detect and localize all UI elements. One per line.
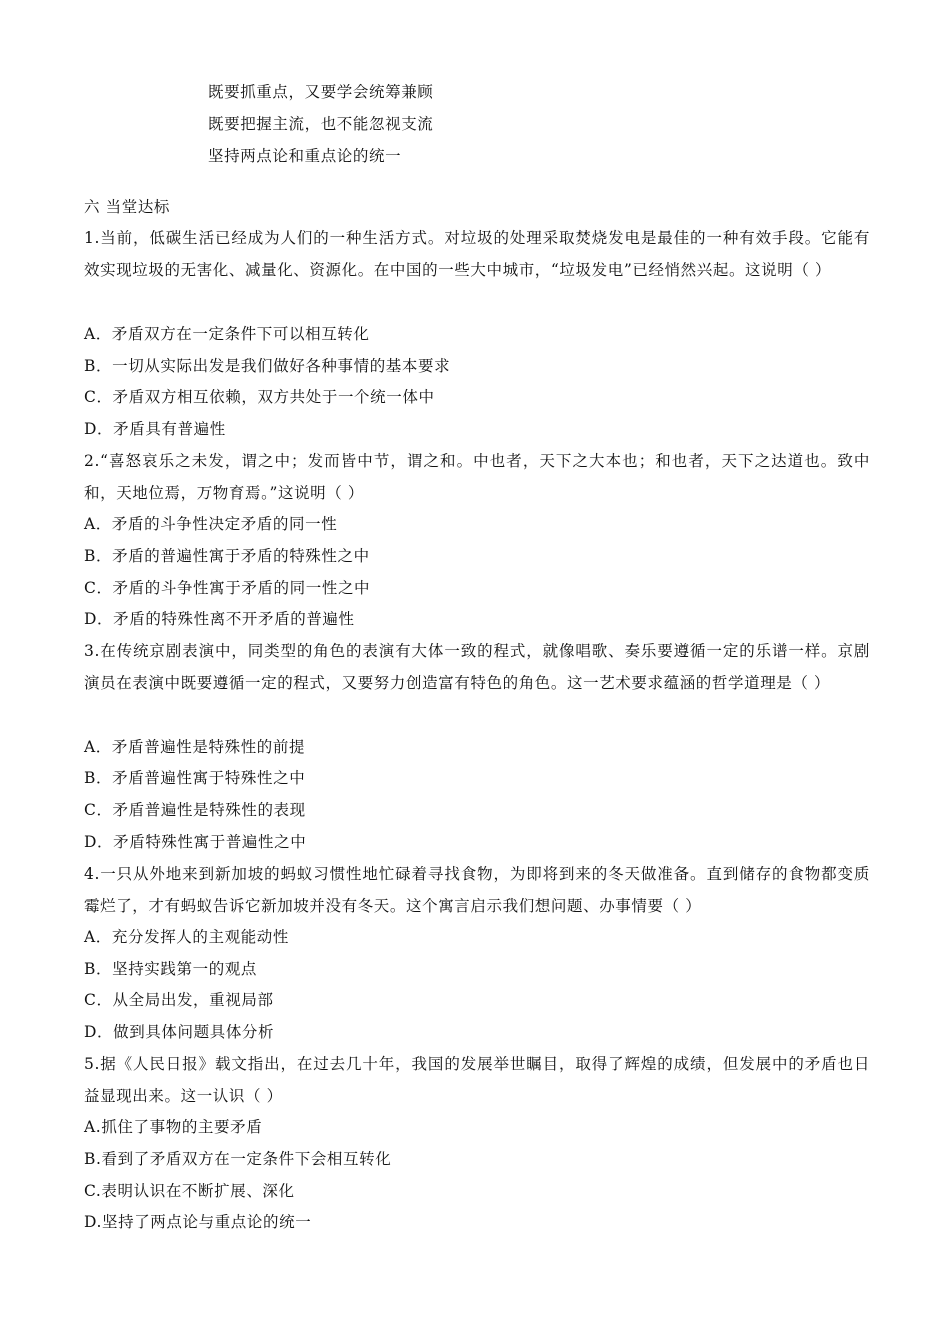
question-5-option-d: D.坚持了两点论与重点论的统一 (84, 1213, 312, 1231)
question-3-option-b: B．矛盾普遍性寓于特殊性之中 (84, 769, 306, 787)
intro-line-3: 坚持两点论和重点论的统一 (208, 147, 402, 165)
question-1-option-b: B．一切从实际出发是我们做好各种事情的基本要求 (84, 357, 451, 375)
question-4-option-a: A．充分发挥人的主观能动性 (84, 928, 289, 946)
question-3-stem: 3.在传统京剧表演中，同类型的角色的表演有大体一致的程式，就像唱歌、奏乐要遵循一定的乐谱一样。京剧演员在表演中既要遵循一定的程式，又要努力创造富有特色的角色。这一艺术要求蕴涵的哲学道理是（ ） (84, 642, 870, 692)
intro-line-2: 既要把握主流，也不能忽视支流 (208, 115, 434, 133)
question-2-option-b: B．矛盾的普遍性寓于矛盾的特殊性之中 (84, 547, 370, 565)
question-4-option-c: C．从全局出发，重视局部 (84, 991, 274, 1009)
question-2-option-d: D．矛盾的特殊性离不开矛盾的普遍性 (84, 610, 355, 628)
question-3-option-c: C．矛盾普遍性是特殊性的表现 (84, 801, 306, 819)
question-1-option-c: C．矛盾双方相互依赖，双方共处于一个统一体中 (84, 388, 435, 406)
question-4-option-b: B．坚持实践第一的观点 (84, 960, 257, 978)
section-title: 六 当堂达标 (84, 198, 171, 216)
question-3-option-a: A．矛盾普遍性是特殊性的前提 (84, 738, 306, 756)
question-3-option-d: D．矛盾特殊性寓于普遍性之中 (84, 833, 307, 851)
question-2-option-c: C．矛盾的斗争性寓于矛盾的同一性之中 (84, 579, 371, 597)
question-1-option-a: A．矛盾双方在一定条件下可以相互转化 (84, 325, 370, 343)
question-5-option-b: B.看到了矛盾双方在一定条件下会相互转化 (84, 1150, 392, 1168)
question-1-option-d: D．矛盾具有普遍性 (84, 420, 226, 438)
question-2-stem: 2.“喜怒哀乐之未发，谓之中；发而皆中节，谓之和。中也者，天下之大本也；和也者，天下之达道也。致中和，天地位焉，万物育焉。”这说明（ ） (84, 452, 870, 502)
question-5-option-c: C.表明认识在不断扩展、深化 (84, 1182, 295, 1200)
question-4-stem: 4.一只从外地来到新加坡的蚂蚁习惯性地忙碌着寻找食物，为即将到来的冬天做准备。直到储存的食物都变质霉烂了，才有蚂蚁告诉它新加坡并没有冬天。这个寓言启示我们想问题、办事情要（ ） (84, 865, 870, 915)
intro-line-1: 既要抓重点，又要学会统筹兼顾 (208, 83, 434, 101)
question-5-option-a: A.抓住了事物的主要矛盾 (84, 1118, 263, 1136)
question-1-stem: 1.当前，低碳生活已经成为人们的一种生活方式。对垃圾的处理采取焚烧发电是最佳的一种有效手段。它能有效实现垃圾的无害化、减量化、资源化。在中国的一些大中城市，“垃圾发电”已经悄然兴起。这说明（ ） (84, 229, 870, 279)
question-4-option-d: D．做到具体问题具体分析 (84, 1023, 275, 1041)
question-5-stem: 5.据《人民日报》载文指出，在过去几十年，我国的发展举世瞩目，取得了辉煌的成绩，但发展中的矛盾也日益显现出来。这一认识（ ） (84, 1055, 870, 1105)
question-2-option-a: A．矛盾的斗争性决定矛盾的同一性 (84, 515, 338, 533)
